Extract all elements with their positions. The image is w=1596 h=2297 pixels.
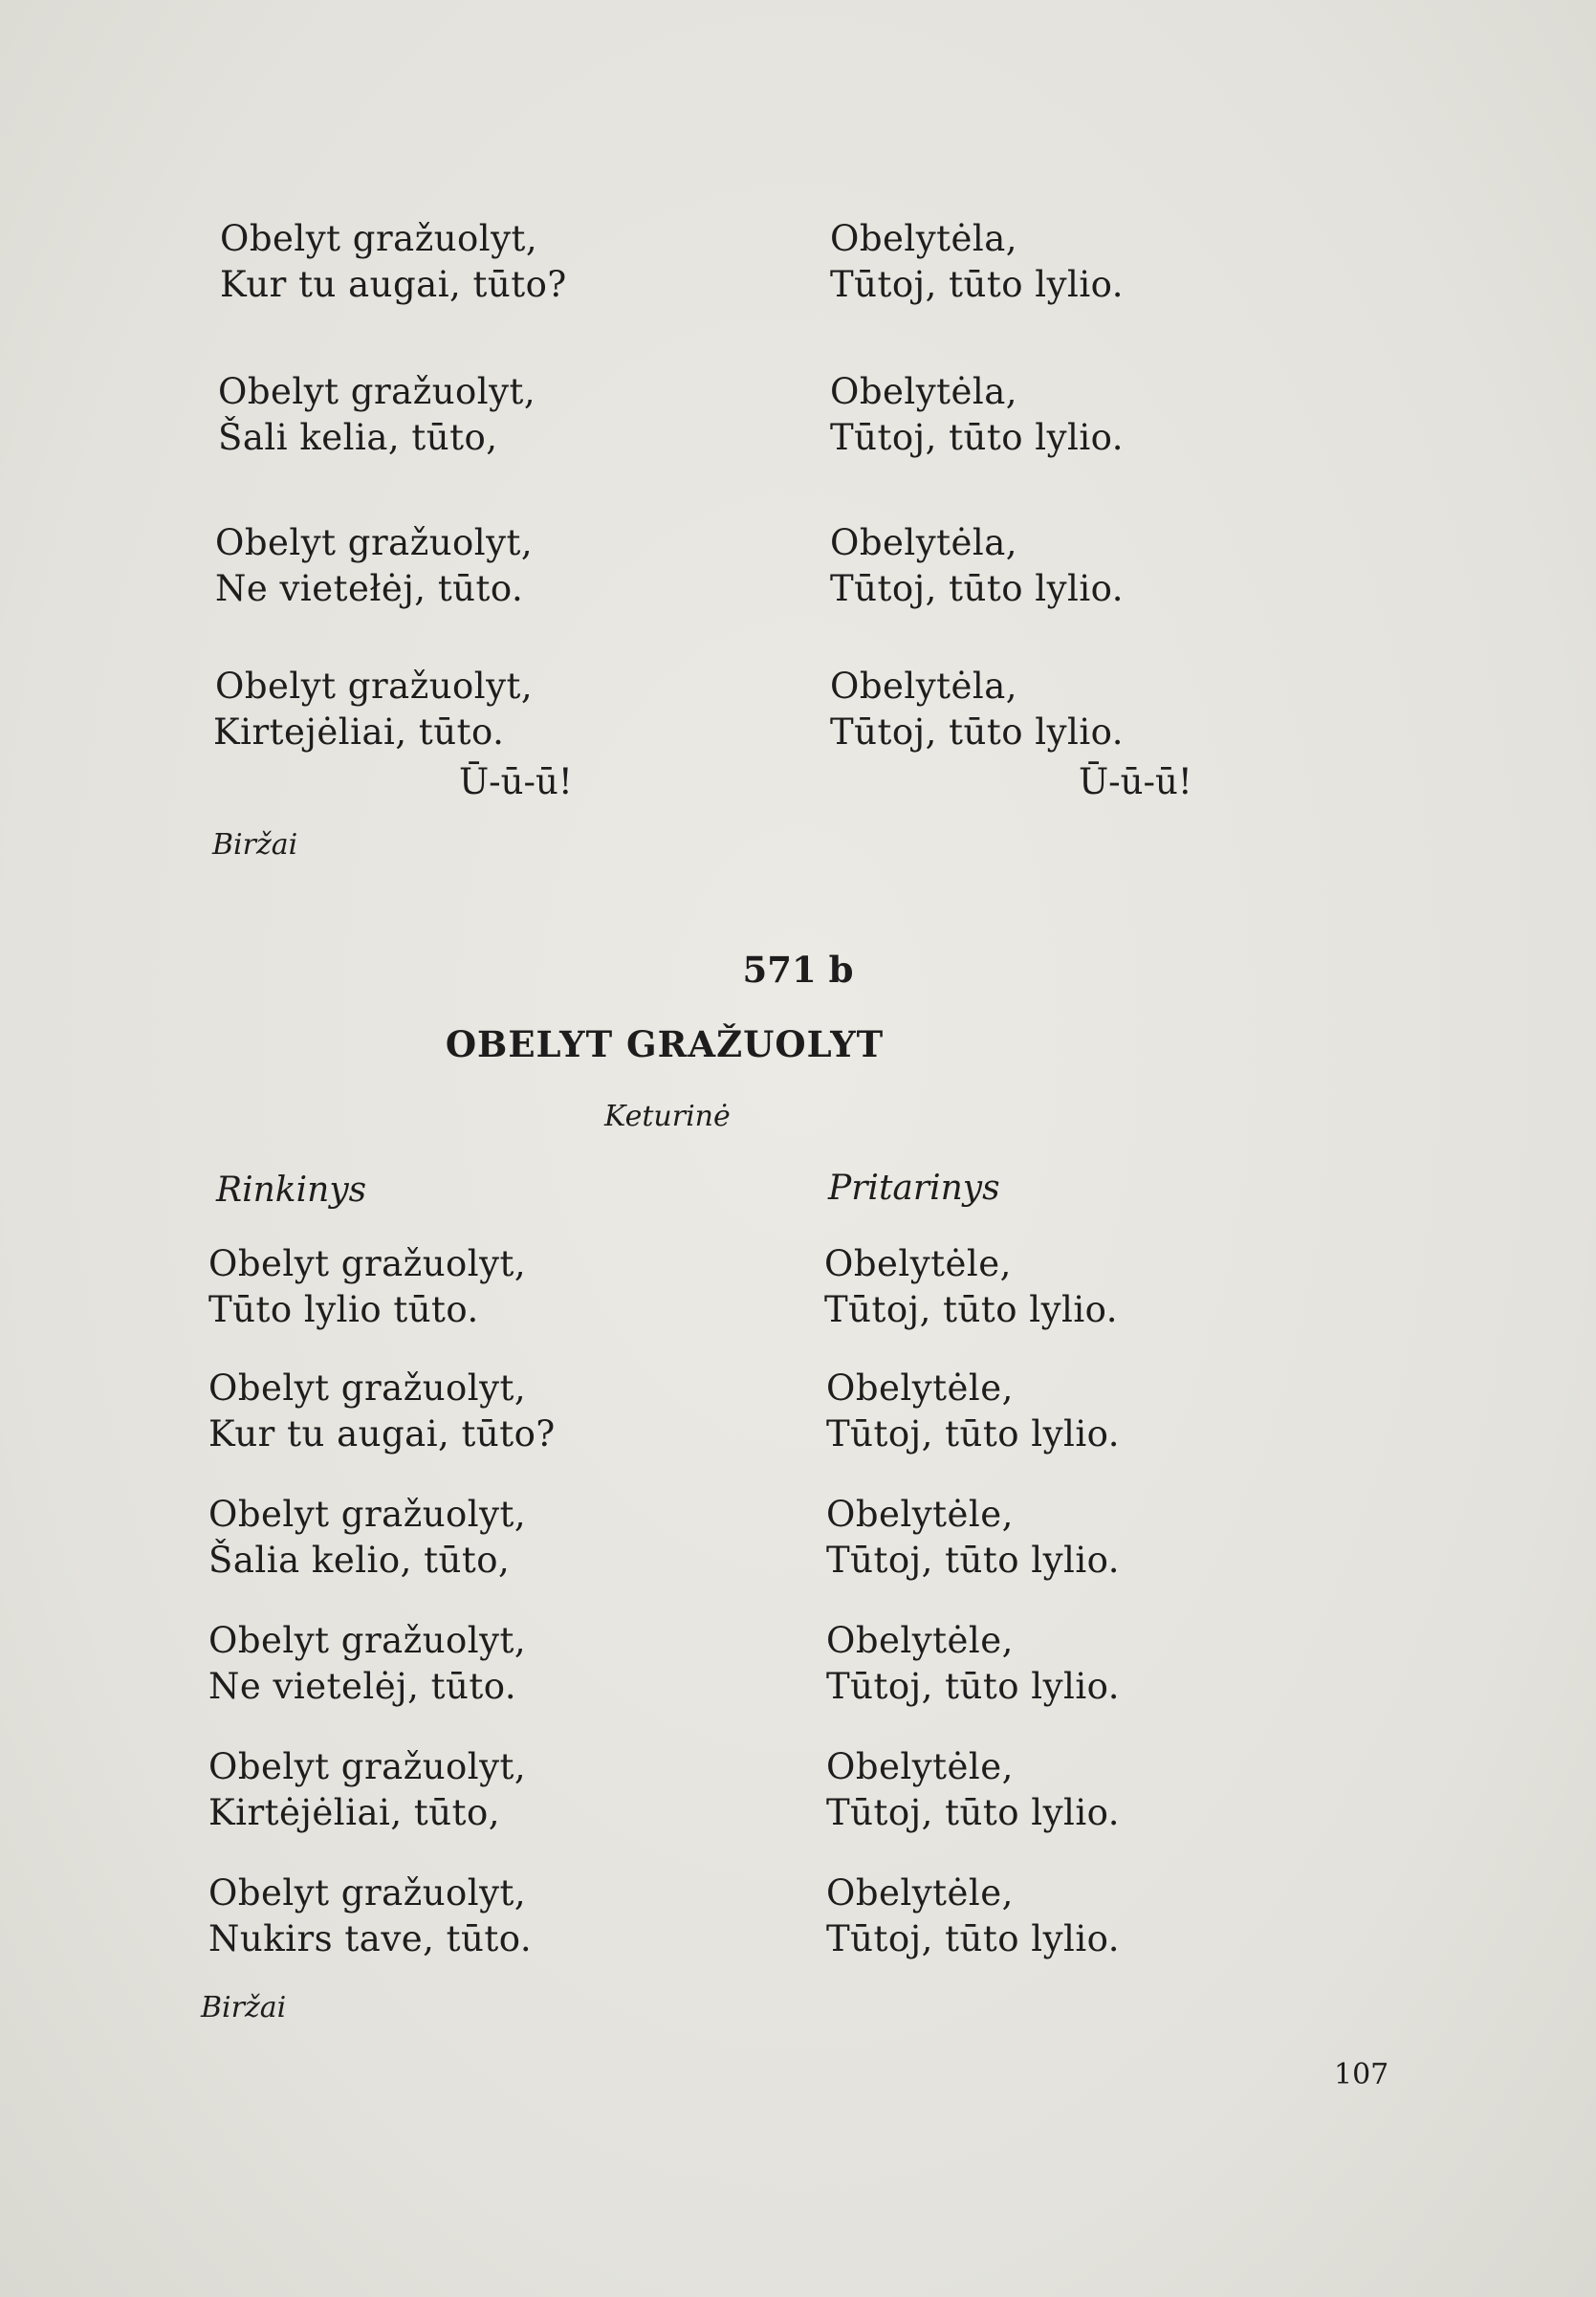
verse-line: Obelyt gražuolyt,	[208, 1746, 527, 1787]
verse-line: Ne vietelėj, tūto.	[208, 1666, 517, 1707]
refrain: Ū-ū-ū!	[1079, 761, 1192, 802]
verse-line: Tūtoj, tūto lylio.	[830, 568, 1125, 609]
verse-line: Tūtoj, tūto lylio.	[830, 711, 1125, 753]
verse-line: Tūtoj, tūto lylio.	[830, 417, 1125, 458]
verse-line: Obelytėla,	[830, 371, 1018, 412]
verse-line: Tūtoj, tūto lylio.	[826, 1413, 1121, 1455]
verse-line: Kirtejėliai, tūto.	[213, 711, 505, 753]
verse-line: Obelytėla,	[830, 666, 1018, 707]
verse-line: Obelyt gražuolyt,	[208, 1620, 527, 1661]
place-of-recording: Biržai	[212, 828, 298, 862]
song-number: 571 b	[742, 949, 854, 991]
verse-line: Obelytėle,	[826, 1620, 1014, 1661]
verse-line: Obelytėla,	[830, 218, 1018, 259]
verse-line: Kur tu augai, tūto?	[220, 264, 567, 305]
refrain: Ū-ū-ū!	[459, 761, 573, 802]
verse-line: Kur tu augai, tūto?	[208, 1413, 556, 1455]
verse-line: Obelytėle,	[824, 1243, 1012, 1284]
verse-line: Obelyt gražuolyt,	[215, 522, 534, 563]
column-heading-pritarinys: Pritarinys	[828, 1169, 1000, 1208]
verse-line: Ne vietełėj, tūto.	[215, 568, 524, 609]
verse-line: Nukirs tave, tūto.	[208, 1918, 533, 1959]
verse-line: Obelyt gražuolyt,	[208, 1494, 527, 1535]
place-of-recording: Biržai	[201, 1991, 287, 2024]
page-number: 107	[1334, 2058, 1389, 2091]
verse-line: Kirtėjėliai, tūto,	[208, 1792, 500, 1833]
verse-line: Šalia kelio, tūto,	[208, 1540, 511, 1581]
verse-line: Tūtoj, tūto lylio.	[830, 264, 1125, 305]
verse-line: Obelytėle,	[826, 1746, 1014, 1787]
verse-line: Obelyt gražuolyt,	[208, 1367, 527, 1409]
verse-line: Tūto lylio tūto.	[208, 1289, 479, 1330]
verse-line: Obelyt gražuolyt,	[218, 371, 536, 412]
verse-line: Tūtoj, tūto lylio.	[826, 1918, 1121, 1959]
verse-line: Obelytėla,	[830, 522, 1018, 563]
verse-line: Obelyt gražuolyt,	[208, 1872, 527, 1914]
verse-line: Obelytėle,	[826, 1494, 1014, 1535]
song-title: OBELYT GRAŽUOLYT	[445, 1023, 885, 1065]
verse-line: Tūtoj, tūto lylio.	[824, 1289, 1119, 1330]
verse-line: Obelytėle,	[826, 1872, 1014, 1914]
verse-line: Obelytėle,	[826, 1367, 1014, 1409]
verse-line: Tūtoj, tūto lylio.	[826, 1792, 1121, 1833]
verse-line: Obelyt gražuolyt,	[215, 666, 534, 707]
verse-line: Tūtoj, tūto lylio.	[826, 1666, 1121, 1707]
verse-line: Šali kelia, tūto,	[218, 417, 498, 458]
verse-line: Obelyt gražuolyt,	[220, 218, 538, 259]
verse-line: Tūtoj, tūto lylio.	[826, 1540, 1121, 1581]
verse-line: Obelyt gražuolyt,	[208, 1243, 527, 1284]
column-heading-rinkinys: Rinkinys	[216, 1170, 367, 1210]
song-type: Keturinė	[604, 1100, 731, 1133]
